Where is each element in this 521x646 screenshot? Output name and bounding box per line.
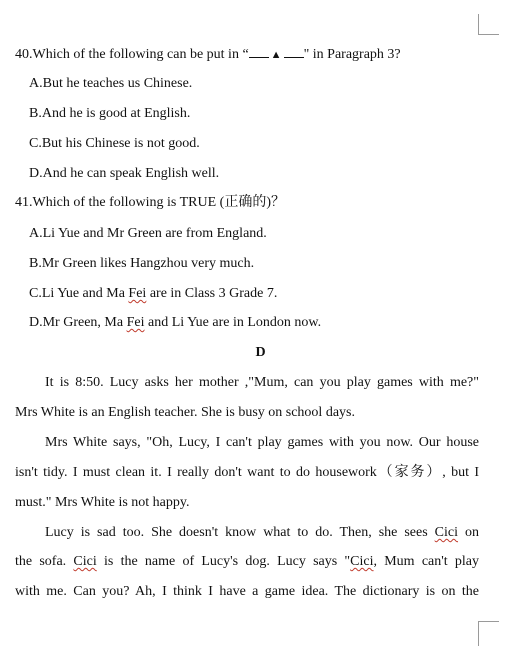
p3-line1-end: on	[458, 525, 479, 540]
passage-p3-line2	[15, 553, 479, 571]
name-cici: Cici	[73, 554, 97, 569]
question-40-stem	[15, 45, 401, 64]
passage-p3-line3: with me. Can you? Ah, I think I have a game idea. The dictionary is on the	[15, 584, 479, 599]
passage-p3-line1	[45, 524, 479, 542]
section-title: D	[255, 345, 266, 360]
answer-blank-left	[249, 45, 269, 58]
question-40-option-a: A.But he teaches us Chinese.	[29, 76, 193, 91]
triangle-marker: ▲	[270, 49, 282, 61]
name-cici: Cici	[434, 525, 459, 540]
name-fei: Fei	[128, 286, 147, 301]
question-41-option-c	[29, 285, 277, 303]
passage-p2-line3: must." Mrs White is not happy.	[15, 495, 190, 510]
passage-p2-line1: Mrs White says, "Oh, Lucy, I can't play games with you now. Our house	[45, 435, 479, 450]
passage-p2-line2: isn't tidy. I must clean it. I really don't want to do housework（家务）, but I	[15, 465, 479, 480]
question-40-option-c: C.But his Chinese is not good.	[29, 136, 200, 151]
option-c-text-start: C.Li Yue and Ma	[29, 286, 129, 301]
answer-blank-right	[284, 45, 304, 58]
p3-line1-start: Lucy is sad too. She doesn't know what to do. Then, she sees	[45, 525, 435, 540]
option-d-text-end: and Li Yue are in London now.	[144, 315, 322, 330]
p3-line2-end: , Mum can't play	[373, 554, 479, 569]
option-d-text-start: D.Mr Green, Ma	[29, 315, 127, 330]
question-40-stem-start: 40.Which of the following can be put in “	[15, 47, 249, 62]
question-41-option-d	[29, 314, 321, 332]
passage-p1-line2: Mrs White is an English teacher. She is busy on school days.	[15, 405, 355, 420]
question-41-option-b: B.Mr Green likes Hangzhou very much.	[29, 256, 255, 271]
question-40-option-b: B.And he is good at English.	[29, 106, 191, 121]
question-40-option-d: D.And he can speak English well.	[29, 166, 220, 181]
name-fei: Fei	[126, 315, 145, 330]
p3-line2-middle: is the name of Lucy's dog. Lucy says "	[96, 554, 351, 569]
question-41-stem: 41.Which of the following is TRUE (正确的)？	[15, 195, 285, 210]
question-40-stem-end: " in Paragraph 3?	[303, 47, 401, 62]
option-c-text-end: are in Class 3 Grade 7.	[146, 286, 278, 301]
name-cici: Cici	[350, 554, 374, 569]
page-corner-mark-bottom	[478, 621, 499, 646]
p3-line2-start: the sofa.	[15, 554, 74, 569]
passage-p1-line1: It is 8:50. Lucy asks her mother ,"Mum, can you play games with me?"	[45, 375, 479, 390]
question-41-option-a: A.Li Yue and Mr Green are from England.	[29, 226, 267, 241]
page-corner-mark-top	[478, 14, 499, 35]
